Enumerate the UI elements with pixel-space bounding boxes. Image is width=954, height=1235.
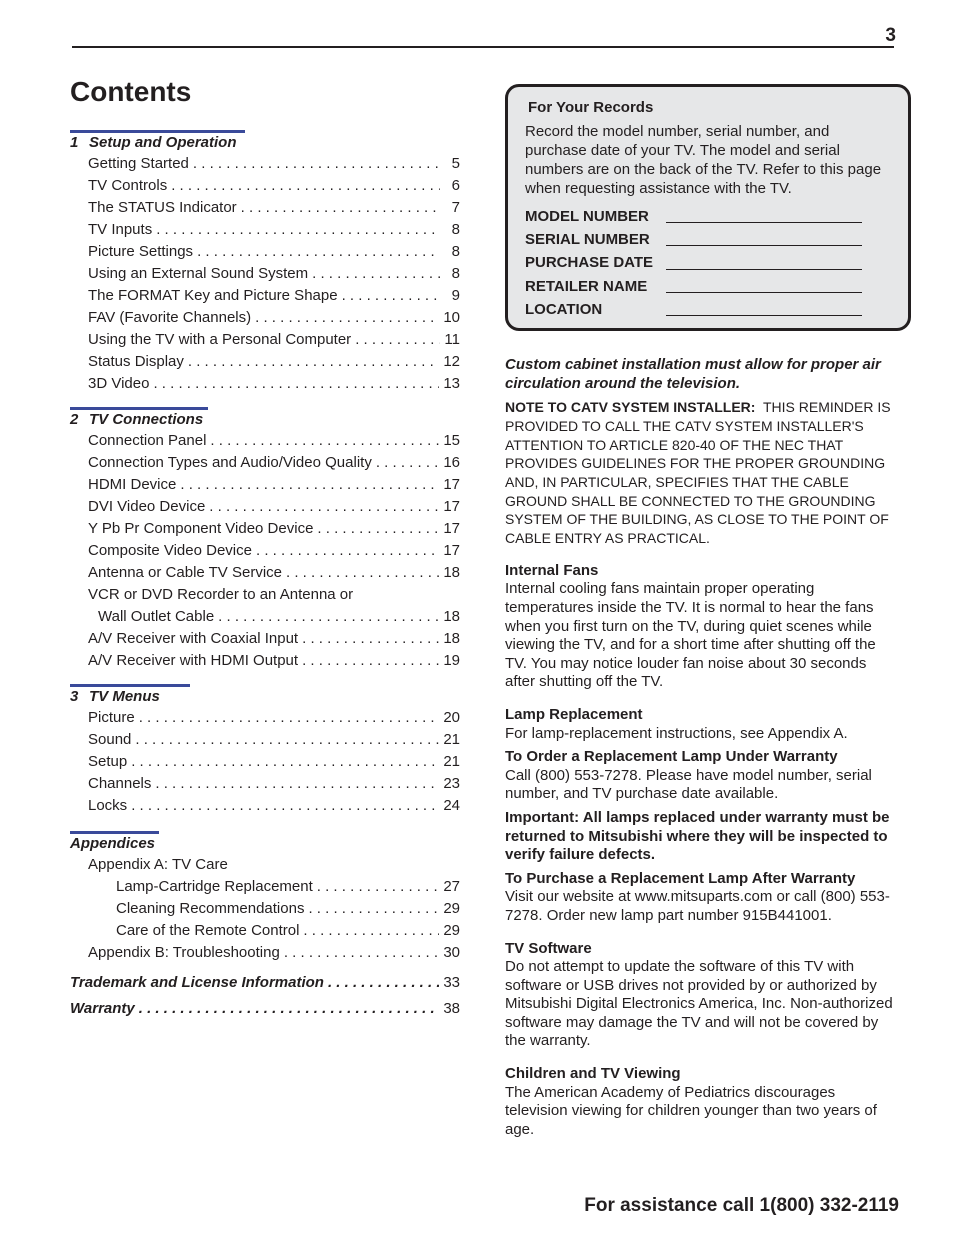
toc-entry-label: FAV (Favorite Channels) [88, 309, 252, 326]
serial-number-label: SERIAL NUMBER [525, 231, 650, 248]
dot-leader [135, 729, 439, 751]
toc-entry-label: Y Pb Pr Component Video Device [88, 520, 314, 537]
retailer-name-line[interactable] [666, 292, 862, 293]
toc-entry-page: 12 [443, 353, 460, 370]
toc-entry[interactable] [70, 329, 460, 351]
toc-entry[interactable] [70, 496, 460, 518]
purchase-date-label: PURCHASE DATE [525, 254, 654, 271]
toc-entry-label: DVI Video Device [88, 498, 206, 515]
location-line[interactable] [666, 315, 862, 316]
dot-leader [255, 307, 439, 329]
toc-entry-page: 21 [443, 753, 460, 770]
toc-entry[interactable] [70, 430, 460, 452]
toc-entry[interactable] [70, 729, 460, 751]
toc-trademark[interactable]: Trademark and License Information . . . 33 [70, 972, 460, 994]
purchase-lamp-heading: To Purchase a Replacement Lamp After Warranty [505, 869, 856, 887]
toc-entry[interactable] [70, 219, 460, 241]
toc-entry-label: Antenna or Cable TV Service [88, 564, 282, 581]
toc-entry[interactable] [70, 452, 460, 474]
toc-entry-label: Setup [88, 753, 128, 770]
dot-leader [376, 452, 439, 474]
dot-leader [286, 562, 439, 584]
children-text: The American Academy of Pediatrics discourages television viewing for children younger than two years of age. [505, 1083, 877, 1138]
toc-entry[interactable] [70, 540, 460, 562]
fans-text: Internal cooling fans maintain proper operating temperatures inside the TV. It is normal to hear the fans when you first turn on the TV, during quiet scenes while viewing the TV, and for a short time after shutting off the TV. You may notice louder fan noise about 30 seconds after shutting off the TV. [505, 580, 876, 691]
page-number: 3 [885, 25, 896, 46]
order-lamp-heading: To Order a Replacement Lamp Under Warranty [505, 748, 838, 766]
section-bar [70, 831, 159, 834]
toc-entry-page: 20 [443, 709, 460, 726]
toc-entry[interactable] [70, 751, 460, 773]
dot-leader [256, 540, 439, 562]
toc-entry-label: Channels [88, 775, 152, 792]
cabinet-note: Custom cabinet installation must allow for proper air circulation around the television. [505, 356, 881, 392]
model-number-label: MODEL NUMBER [525, 208, 649, 225]
software-heading: TV Software [505, 939, 592, 957]
dot-leader [193, 153, 440, 175]
toc-entry[interactable] [70, 263, 460, 285]
toc-entry-page: 18 [443, 630, 460, 647]
dot-leader [312, 263, 440, 285]
software-text: Do not attempt to update the software of this TV with software or USB drives not provided by or authorized by Mitsubishi Digital Electronics America, Inc. Non-authorized software may damage the TV and will not be covered by the warranty. [505, 958, 893, 1050]
location-label: LOCATION [525, 301, 603, 318]
toc-entry-label: Connection Panel [88, 432, 207, 449]
toc-entry-label: The FORMAT Key and Picture Shape [88, 287, 338, 304]
dot-leader [317, 876, 440, 898]
dot-leader [197, 241, 440, 263]
dot-leader [302, 628, 439, 650]
purchase-lamp-text: Visit our website at www.mitsuparts.com or call (800) 553-7278. Order new lamp part number 915B441001. [505, 888, 890, 924]
dot-leader [188, 351, 439, 373]
children-heading: Children and TV Viewing [505, 1065, 681, 1083]
assistance-footer: For assistance call 1(800) 332-2119 [584, 1195, 899, 1216]
toc-entry-page: 29 [443, 922, 460, 939]
dot-leader [302, 650, 439, 672]
model-number-line[interactable] [666, 222, 862, 223]
dot-leader [210, 430, 439, 452]
toc-entry-label: Locks [88, 797, 128, 814]
toc-entry[interactable] [70, 562, 460, 584]
toc-entry[interactable] [70, 351, 460, 373]
toc-entry-label: Connection Types and Audio/Video Quality [88, 454, 372, 471]
toc-entry[interactable] [70, 307, 460, 329]
toc-entry-page: 21 [443, 731, 460, 748]
notes-column [505, 356, 900, 1139]
toc-entry[interactable] [70, 920, 460, 942]
dot-leader [209, 496, 439, 518]
toc-entry[interactable] [70, 518, 460, 540]
toc-entry-page: 17 [443, 542, 460, 559]
dot-leader [153, 373, 439, 395]
toc-entry[interactable] [70, 373, 460, 395]
dot-leader [180, 474, 439, 496]
dot-leader [355, 329, 440, 351]
toc-entry-page: 15 [443, 432, 460, 449]
toc-entry-label: Using an External Sound System [88, 265, 309, 282]
section-bar [70, 684, 190, 687]
dot-leader [317, 518, 439, 540]
toc-entry-label: Sound [88, 731, 132, 748]
toc-entry-page: 7 [451, 199, 460, 216]
table-of-contents [70, 132, 460, 1020]
toc-entry-page: 29 [443, 900, 460, 917]
dot-leader [308, 898, 439, 920]
toc-entry-label: Picture Settings [88, 243, 194, 260]
toc-entry-label: Care of the Remote Control [116, 922, 300, 939]
records-body: Record the model number, serial number, and purchase date of your TV. The model and serial numbers are on the back of the TV. Refer to this page when requesting assistance with the TV. [525, 123, 882, 197]
order-lamp-text: Call (800) 553-7278. Please have model number, serial number, and TV purchase date available. [505, 766, 872, 803]
toc-entry[interactable] [70, 898, 460, 920]
fans-heading: Internal Fans [505, 561, 599, 579]
toc-entry-page: 11 [444, 331, 460, 348]
dot-leader [171, 175, 440, 197]
toc-entry-page: 10 [443, 309, 460, 326]
toc-entry[interactable] [70, 650, 460, 672]
dot-leader [156, 219, 440, 241]
toc-entry-page: 18 [443, 564, 460, 581]
page-title: Contents [70, 76, 192, 107]
toc-entry[interactable] [70, 795, 460, 817]
toc-entry-page: 17 [443, 498, 460, 515]
toc-entry-page: 8 [451, 221, 460, 238]
toc-entry-label: Using the TV with a Personal Computer [88, 331, 352, 348]
toc-entry-label: TV Controls [88, 177, 168, 194]
toc-entry-page: 8 [451, 265, 460, 282]
dot-leader [131, 751, 439, 773]
toc-entry[interactable] [70, 153, 460, 175]
toc-entry[interactable]: Appendix A: TV Care [88, 856, 228, 873]
dot-leader [303, 920, 439, 942]
toc-entry-label: Status Display [88, 353, 184, 370]
dot-leader [241, 197, 440, 219]
toc-entry-page: 16 [443, 454, 460, 471]
toc-entry-label: Picture [88, 709, 135, 726]
toc-entry[interactable]: VCR or DVD Recorder to an Antenna or [88, 586, 354, 603]
toc-entry-page: 24 [443, 797, 460, 814]
toc-section-2[interactable]: 2 TV Connections [70, 409, 460, 430]
header-rule [72, 46, 894, 48]
toc-entry[interactable]: Appendix B: Troubleshooting . . . 30 [70, 942, 460, 964]
serial-number-line[interactable] [666, 245, 862, 246]
toc-entry-page: 19 [443, 652, 460, 669]
section-bar [70, 130, 245, 133]
toc-entry-label: The STATUS Indicator [88, 199, 237, 216]
toc-entry-label: 3D Video [88, 375, 150, 392]
toc-entry-label: TV Inputs [88, 221, 153, 238]
toc-entry[interactable] [70, 285, 460, 307]
toc-entry-page: 8 [451, 243, 460, 260]
section-bar [70, 407, 208, 410]
dot-leader [155, 773, 439, 795]
catv-note: NOTE TO CATV SYSTEM INSTALLER: THIS REMINDER IS PROVIDED TO CALL THE CATV SYSTEM INSTALLER'S ATTENTION TO ARTICLE 820-40 OF THE NEC THAT PROVIDES GUIDELINES FOR THE PROPER GROUNDING AND, IN PARTICULAR, SPECIFIES THAT THE CABLE GROUND SHALL BE CONNECTED TO THE GROUNDING SYSTEM OF THE BUILDING, AS CLOSE TO THE POINT OF CABLE ENTRY AS PRACTICAL. [505, 399, 891, 547]
toc-section-3[interactable]: 3 TV Menus [70, 686, 460, 707]
toc-entry-page: 13 [443, 375, 460, 392]
toc-entry-page: 23 [443, 775, 460, 792]
toc-entry-page: 5 [451, 155, 460, 172]
lamp-heading: Lamp Replacement [505, 705, 643, 723]
toc-section-1[interactable]: 1 Setup and Operation [70, 132, 460, 153]
toc-entry-label: Getting Started [88, 155, 189, 172]
retailer-name-label: RETAILER NAME [525, 278, 648, 295]
toc-appendices[interactable]: Appendices [70, 833, 460, 854]
toc-entry[interactable] [70, 197, 460, 219]
toc-entry[interactable] [70, 628, 460, 650]
toc-entry[interactable] [70, 773, 460, 795]
dot-leader [342, 285, 440, 307]
lamp-text: For lamp-replacement instructions, see Appendix A. [505, 724, 848, 742]
toc-entry-page: 17 [443, 520, 460, 537]
toc-entry-page: 17 [443, 476, 460, 493]
toc-entry-page: 6 [451, 177, 460, 194]
toc-entry[interactable] [70, 474, 460, 496]
toc-entry-label: Cleaning Recommendations [116, 900, 305, 917]
toc-entry-label: A/V Receiver with HDMI Output [88, 652, 299, 669]
records-title: For Your Records [528, 99, 654, 116]
dot-leader [131, 795, 439, 817]
toc-entry[interactable]: Wall Outlet Cable . . . 18 [70, 606, 460, 628]
records-box [505, 84, 911, 331]
toc-entry[interactable] [70, 876, 460, 898]
toc-entry[interactable] [70, 241, 460, 263]
toc-entry-label: A/V Receiver with Coaxial Input [88, 630, 299, 647]
toc-entry-page: 27 [443, 878, 460, 895]
toc-entry-label: Lamp-Cartridge Replacement [116, 878, 313, 895]
toc-entry-page: 9 [451, 287, 460, 304]
toc-entry[interactable] [70, 175, 460, 197]
toc-entry-label: HDMI Device [88, 476, 177, 493]
toc-warranty[interactable]: Warranty . . . 38 [70, 998, 460, 1020]
purchase-date-line[interactable] [666, 269, 862, 270]
important-note: Important: All lamps replaced under warranty must be returned to Mitsubishi where they will be inspected to verify failure defects. [505, 808, 890, 864]
dot-leader [139, 707, 440, 729]
toc-entry[interactable] [70, 707, 460, 729]
toc-entry-label: Composite Video Device [88, 542, 252, 559]
